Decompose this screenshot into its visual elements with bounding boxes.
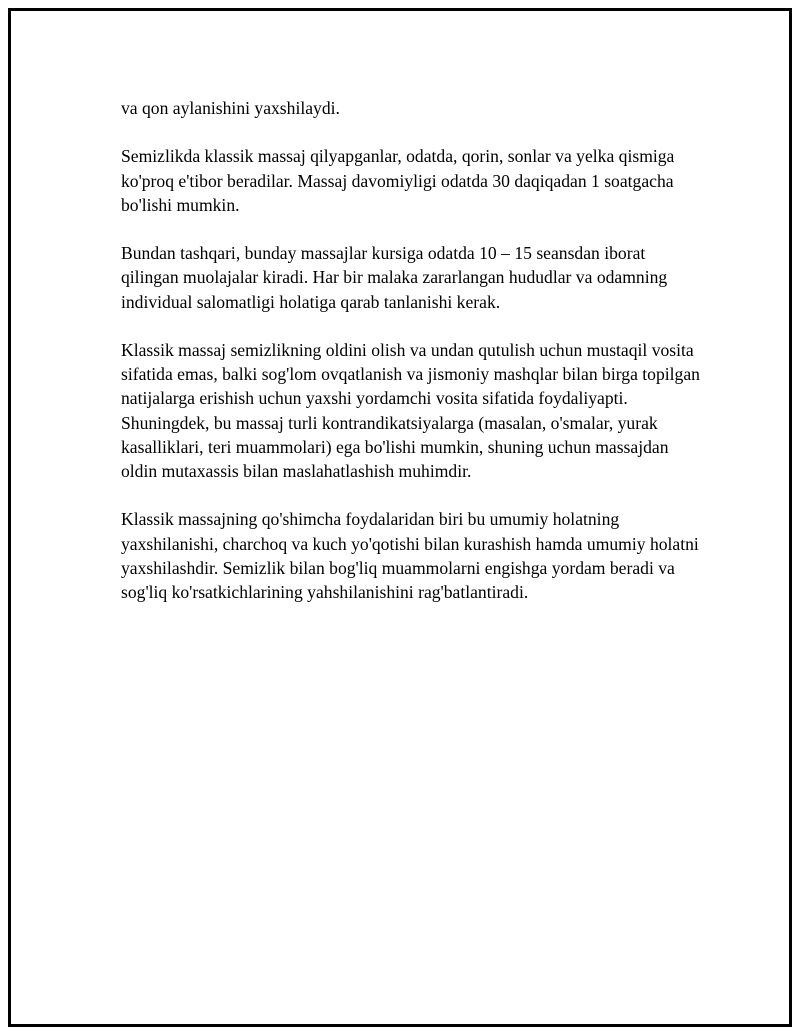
paragraph-2: Semizlikda klassik massaj qilyapganlar, odatda, qorin, sonlar va yelka qismiga ko'proq e'tibor beradilar. Massaj davomiyligi odatda 30 daqiqadan 1 soatgacha bo'lishi mumkin.	[121, 146, 675, 215]
paragraph-5: Klassik massajning qo'shimcha foydalaridan biri bu umumiy holatning yaxshilanishi, charchoq va kuch yo'qotishi bilan kurashish hamda umumiy holatni yaxshilashdir. Semizlik bilan bog'liq muammolarni engishga yordam beradi va sog'liq ko'rsatkichlarining yahshilanishini rag'batlantiradi.	[121, 509, 699, 602]
page-frame	[8, 8, 792, 1027]
paragraph-4: Klassik massaj semizlikning oldini olish va undan qutulish uchun mustaqil vosita sifatida emas, balki sog'lom ovqatlanish va jismoniy mashqlar bilan birga topilgan natijalarga erishish uchun yaxshi yordamchi vosita sifatida foydaliyapti. Shuningdek, bu massaj turli kontrandikatsiyalarga (masalan, o'smalar, yurak kasalliklari, teri muammolari) ega bo'lishi mumkin, shuning uchun massajdan oldin mutaxassis bilan maslahatlashish muhimdir.	[121, 339, 700, 481]
paragraph-1: va qon aylanishini yaxshilaydi.	[121, 98, 340, 118]
paragraph-3: Bundan tashqari, bunday massajlar kursiga odatda 10 – 15 seansdan iborat qilingan muolajalar kiradi. Har bir malaka zararlangan hududlar va odamning individual salomatligi holatiga qarab tanlanishi kerak.	[121, 243, 668, 312]
page-content	[121, 96, 701, 628]
